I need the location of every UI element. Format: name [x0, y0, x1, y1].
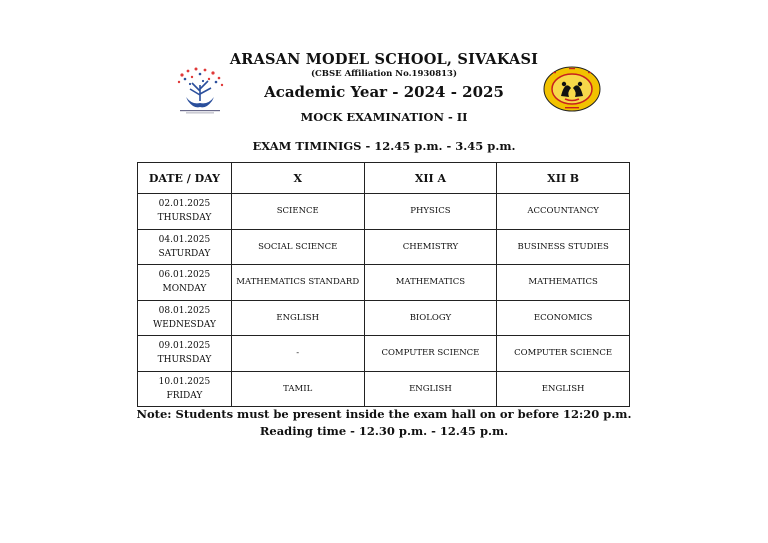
day: MONDAY — [162, 284, 207, 295]
subject-xii-a: ENGLISH — [364, 371, 497, 407]
day: WEDNESDAY — [152, 319, 216, 330]
exam-timings: EXAM TIMINIGS - 12.45 p.m. - 3.45 p.m. — [252, 139, 516, 153]
subject-x: ENGLISH — [231, 300, 364, 336]
reading-time: Reading time - 12.30 p.m. - 12.45 p.m. — [259, 424, 509, 438]
subject-xii-a: COMPUTER SCIENCE — [364, 336, 497, 372]
date-cell — [138, 194, 232, 230]
day: THURSDAY — [157, 213, 212, 224]
subject-x: SOCIAL SCIENCE — [231, 229, 364, 265]
subject-xii-a: BIOLOGY — [364, 300, 497, 336]
subject-xii-b: ECONOMICS — [497, 300, 630, 336]
school-name: ARASAN MODEL SCHOOL, SIVAKASI — [229, 51, 539, 68]
exam-timetable — [137, 162, 630, 407]
date: 08.01.2025 — [158, 305, 211, 316]
table-row — [138, 336, 630, 372]
date: 09.01.2025 — [158, 341, 211, 352]
subject-xii-a: CHEMISTRY — [364, 229, 497, 265]
exam-title: MOCK EXAMINATION - II — [300, 110, 468, 124]
subject-xii-a: MATHEMATICS — [364, 265, 497, 301]
table-row — [138, 229, 630, 265]
table-header-row — [138, 163, 630, 194]
day: SATURDAY — [158, 248, 211, 259]
subject-xii-b: MATHEMATICS — [497, 265, 630, 301]
academic-year: Academic Year - 2024 - 2025 — [264, 83, 504, 101]
table-row — [138, 194, 630, 230]
date: 04.01.2025 — [158, 234, 211, 245]
subject-xii-b: ENGLISH — [497, 371, 630, 407]
date: 02.01.2025 — [158, 199, 211, 210]
date-cell — [138, 336, 232, 372]
table-row — [138, 265, 630, 301]
date: 10.01.2025 — [158, 376, 211, 387]
column-header-x: X — [231, 163, 364, 194]
column-header-xii-b: XII B — [497, 163, 630, 194]
date-cell — [138, 371, 232, 407]
subject-xii-b: COMPUTER SCIENCE — [497, 336, 630, 372]
attendance-note: Note: Students must be present inside the exam hall on or before 12:20 p.m. — [136, 407, 632, 421]
date-cell — [138, 265, 232, 301]
day: THURSDAY — [157, 355, 212, 366]
column-header-xii-a: XII A — [364, 163, 497, 194]
table-row — [138, 300, 630, 336]
subject-x: - — [231, 336, 364, 372]
date-cell — [138, 229, 232, 265]
date-cell — [138, 300, 232, 336]
subject-x: SCIENCE — [231, 194, 364, 230]
subject-xii-b: BUSINESS STUDIES — [497, 229, 630, 265]
date: 06.01.2025 — [158, 270, 211, 281]
column-header-date: DATE / DAY — [138, 163, 232, 194]
subject-x: TAMIL — [231, 371, 364, 407]
affiliation-number: (CBSE Affiliation No.1930813) — [311, 69, 457, 79]
subject-xii-b: ACCOUNTANCY — [497, 194, 630, 230]
day: FRIDAY — [166, 390, 203, 401]
table-row — [138, 371, 630, 407]
subject-x: MATHEMATICS STANDARD — [231, 265, 364, 301]
subject-xii-a: PHYSICS — [364, 194, 497, 230]
